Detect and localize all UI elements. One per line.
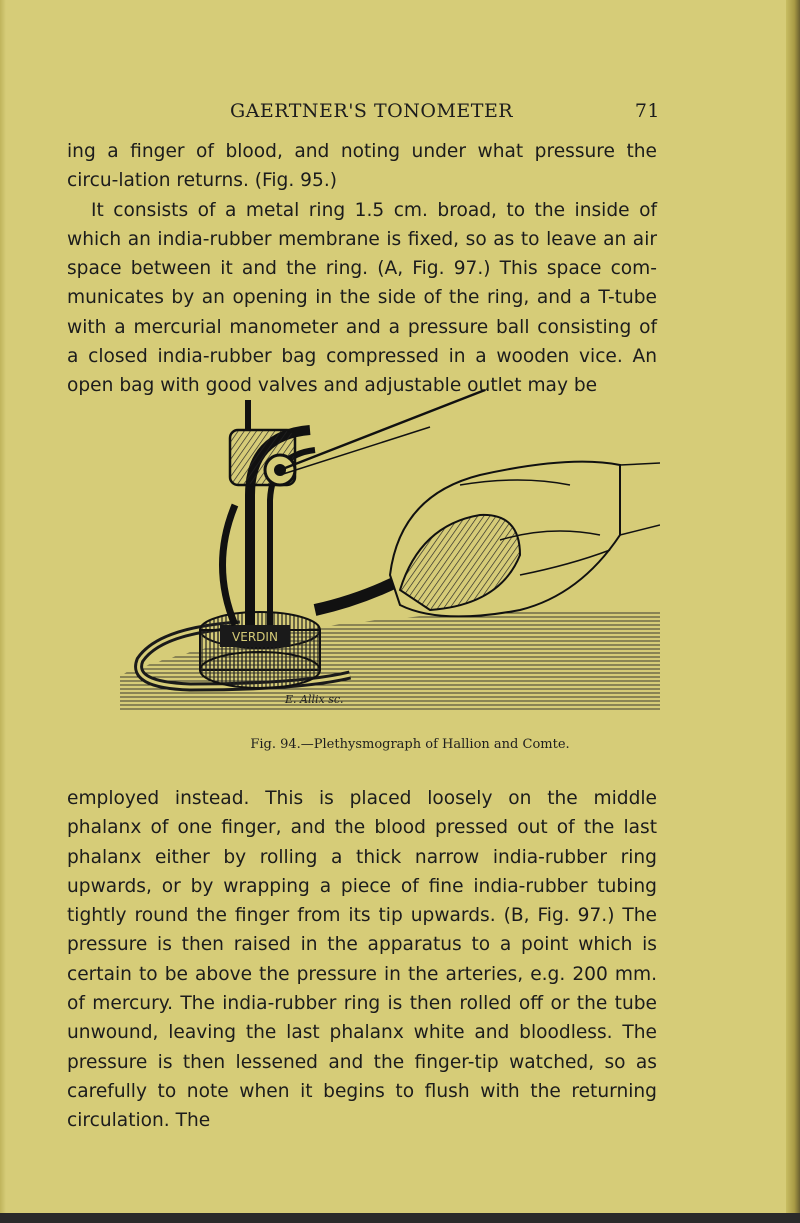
- paragraph: It consists of a metal ring 1.5 cm. broad, to the inside of which an india-rubber membrane is fixed, so as to leave an air space between it and the ring. (A, Fig. 97.) This space com-municates by an opening in the side of the ring, and a T-tube with a mercurial manometer and a pressure ball consisting of a closed india-rubber bag compressed in a wooden vice. An open bag with good valves and adjustable outlet may be: [67, 199, 657, 397]
- body-text-bottom: [67, 784, 657, 1136]
- figure-illustration: [100, 375, 660, 715]
- page-right-edge: [786, 0, 800, 1223]
- page-bottom-edge: [0, 1213, 800, 1223]
- engraver-signature: E. Allix sc.: [285, 693, 344, 706]
- running-head-title: GAERTNER'S TONOMETER: [230, 100, 514, 122]
- paragraph: ing a finger of blood, and noting under what pressure the circu-lation returns. (Fig. 95.): [67, 141, 657, 192]
- page-left-edge: [0, 0, 6, 1223]
- paragraph: employed instead. This is placed loosely on the middle phalanx of one finger, and the blood pressed out of the last phalanx either by rolling a thick narrow india-rubber ring upwards, or by wrapping a piece of fine india-rubber tubing tightly round the finger from its tip upwards. (B, Fig. 97.) The pressure is then raised in the apparatus to a point which is certain to be above the pressure in the arteries, e.g. 200 mm. of mercury. The india-rubber ring is then rolled off or the tube unwound, leaving the last phalanx white and bloodless. The pressure is then lessened and the finger-tip watched, so as carefully to note when it begins to flush with the returning circulation. The: [67, 788, 657, 1132]
- body-text-top: [67, 137, 657, 401]
- running-head: [230, 100, 660, 126]
- figure-caption: Fig. 94.—Plethysmograph of Hallion and Comte.: [250, 737, 570, 752]
- page-number: 71: [634, 100, 660, 122]
- engraved-label: VERDIN: [232, 630, 278, 644]
- plethysmograph-engraving: [100, 375, 660, 715]
